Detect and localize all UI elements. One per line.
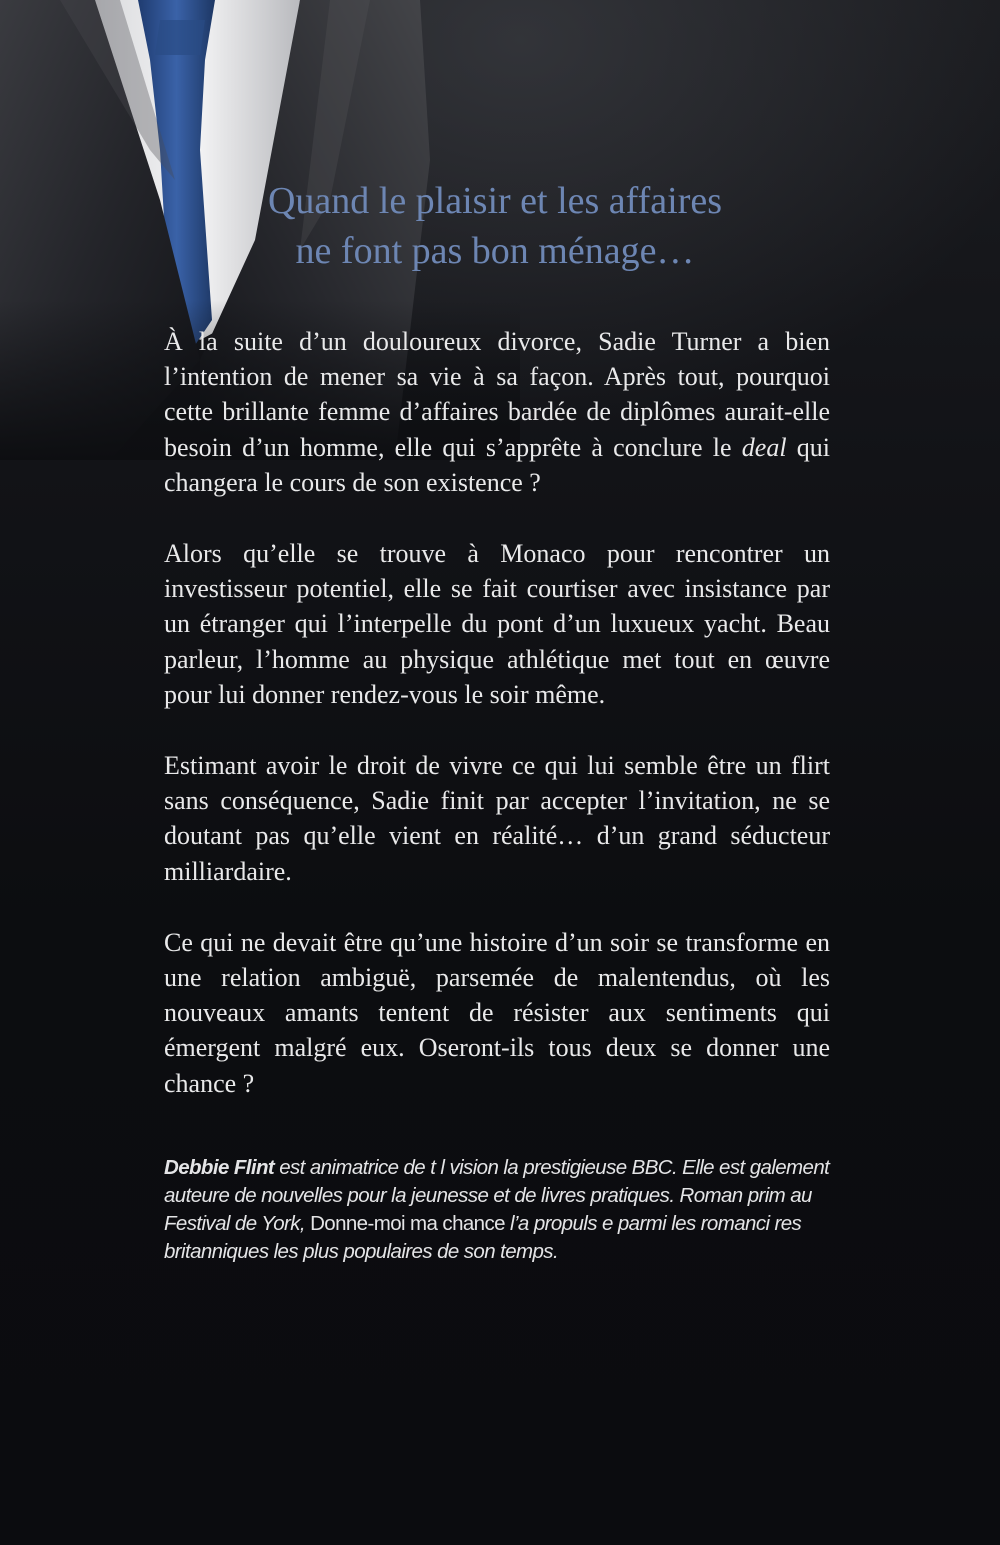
tagline-line-1: Quand le plaisir et les affaires: [267, 180, 723, 222]
tagline-line-2: ne font pas bon ménage…: [295, 230, 695, 272]
author-name: Debbie Flint: [164, 1156, 275, 1179]
blurb-paragraph-3: Estimant avoir le droit de vivre ce qui lui semble être un flirt sans conséquence, Sadie finit par accepter l’invitation, ne se doutant pas qu’elle vient en réalité… d’un grand séducteur milliardaire.: [164, 751, 830, 886]
author-bio: Debbie Flint est animatrice de t l vision la prestigieuse BBC. Elle est galement auteure de nouvelles pour la jeunesse et de livres pratiques. Roman prim au Festival de York, Donne-moi ma chance l’a propuls e parmi les romanci res britanniques les plus populaires de son temps.: [164, 1156, 830, 1263]
blurb: [164, 324, 830, 1137]
tagline: [0, 176, 1000, 276]
blurb-paragraph-4: Ce qui ne devait être qu’une histoire d’un soir se transforme en une relation ambiguë, parsemée de malentendus, où les nouveaux amants tentent de résister aux sentiments qui émergent malgré eux. Oseront-ils tous deux se donner une chance ?: [164, 927, 830, 1098]
italic-word-deal: deal: [741, 432, 787, 462]
blurb-paragraph-1: À la suite d’un douloureux divorce, Sadie Turner a bien l’intention de mener sa vie à sa façon. Après tout, pourquoi cette brillante femme d’affaires bardée de diplômes aurait-elle besoin d’un homme, elle qui s’apprête à conclure le deal qui changera le cours de son existence ?: [164, 327, 830, 497]
blurb-paragraph-2: Alors qu’elle se trouve à Monaco pour rencontrer un investisseur potentiel, elle se fait courtiser avec insistance par un étranger qui l’interpelle du pont d’un luxueux yacht. Beau parleur, l’homme au physique athlétique met tout en œuvre pour lui donner rendez-vous le soir même.: [164, 539, 830, 709]
book-title: Donne-moi ma chance: [310, 1212, 505, 1235]
